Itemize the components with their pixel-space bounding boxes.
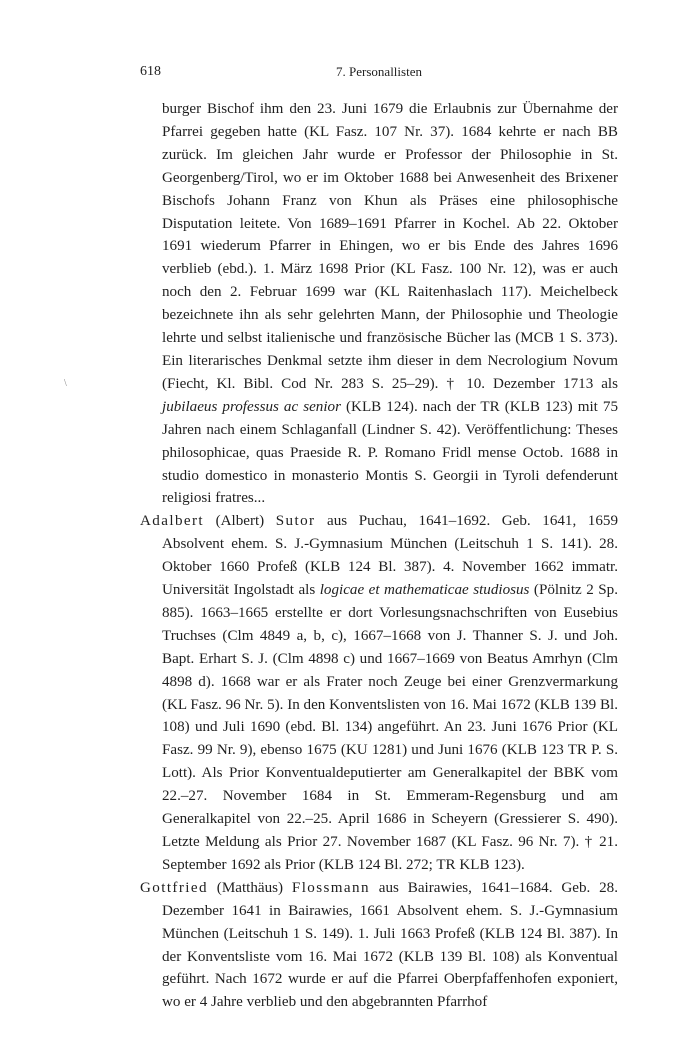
entry-text: (Pölnitz 2 Sp. 885). 1663–1665 erstellte er dort Vorlesungsnachschriften von Eusebius Truchses (Clm 4849 a, b, c), 1667–1668 von J. Thanner S. J. und Joh. Bapt. Erhart S. J. (Clm 4898 c) und 1667–1669 von Beatus Amrhyn (Clm 4898 d). 1668 war er als Frater noch Zeuge bei einer Grenzvermarkung (KL Fasz. 96 Nr. 5). In den Konventslisten von 16. Mai 1672 (KLB 139 Bl. 108) und Juli 1690 (ebd. Bl. 134) angeführt. An 23. Juni 1676 Prior (KL Fasz. 99 Nr. 9), ebenso 1675 (KU 1281) und Juni 1676 (KLB 123 TR P. S. Lott). Als Prior Konventualdeputierter am Generalkapitel der BBK vom 22.–27. November 1684 in St. Emmeram-Regensburg und am Generalkapitel von 22.–25. April 1686 in Scheyern (Gressierer S. 490). Letzte Meldung als Prior 27. November 1687 (KL Fasz. 96 Nr. 7). † 21. September 1692 als Prior (KLB 124 Bl. 272; TR KLB 123). [162, 582, 618, 873]
page-body [140, 98, 618, 1014]
italic-phrase: logicae et mathematicae studiosus [319, 582, 530, 599]
entry-paren: (Albert) [204, 513, 276, 530]
italic-phrase: jubilaeus professus ac senior [162, 398, 341, 415]
entry-name: Adalbert [140, 513, 205, 530]
entry-surname: Flossmann [291, 879, 370, 896]
page-number: 618 [140, 64, 161, 79]
running-title: 7. Personallisten [336, 64, 422, 79]
entry-text: aus Bairawies, 1641–1684. Geb. 28. Dezember 1641 in Bairawies, 1661 Absolvent ehem. S. J.-Gymnasium München (Leitschuh 1 S. 149). 1. Juli 1663 Profeß (KLB 124 Bl. 387). In der Konventsliste vom 16. Mai 1672 (KLB 139 Bl. 108) als Konventual geführt. Nach 1672 wurde er auf die Pfarrei Oberpfaffenhofen exponiert, wo er 4 Jahre verblieb und den abgebrannten Pfarrhof [162, 879, 618, 1011]
entry-surname: Sutor [275, 513, 316, 530]
entry-paren: (Matthäus) [207, 879, 292, 896]
margin-mark: \ [64, 378, 67, 389]
paragraph-continuation [140, 98, 618, 510]
entry-name: Gottfried [140, 879, 208, 896]
entry-sutor [140, 510, 618, 877]
entry-flossmann [140, 877, 618, 1014]
paragraph-text: burger Bischof ihm den 23. Juni 1679 die Erlaubnis zur Übernahme der Pfarrei gegeben hatte (KL Fasz. 107 Nr. 37). 1684 kehrte er nach BB zurück. Im gleichen Jahr wurde er Professor der Philosophie in St. Georgenberg/Tirol, wo er im Oktober 1688 bei Anwesenheit des Brixener Bischofs Johann Franz von Khun als Präses eine philosophische Disputation leitete. Von 1689–1691 Pfarrer in Kochel. Ab 22. Oktober 1691 wiederum Pfarrer in Ehingen, wo er bis Ende des Jahres 1696 verblieb (ebd.). 1. März 1698 Prior (KL Fasz. 100 Nr. 12), was er auch noch den 2. Februar 1699 war (KL Raitenhaslach 117). Meichelbeck bezeichnete ihn als sehr gelehrten Mann, der Philosophie und Theologie lehrte und selbst italienische und französische Bücher las (MCB 1 S. 373). Ein literarisches Denkmal setzte ihm dieser in dem Necrologium Novum (Fiecht, Kl. Bibl. Cod Nr. 283 S. 25–29). † 10. Dezember 1713 als [162, 101, 618, 392]
paragraph-text: (KLB 124). nach der TR (KLB 123) mit 75 Jahren nach einem Schlaganfall (Lindner S. 42). Veröffentlichung: Theses philosophicae, quas Praeside R. P. Romano Fridl mense Octob. 1688 in studio domestico in monasterio Montis S. Georgii in Tyroli defenderunt religiosi fratres... [162, 398, 618, 507]
entry-text: aus Puchau, 1641–1692. Geb. 1641, 1659 Absolvent ehem. S. J.-Gymnasium München (Leitschuh 1 S. 141). 28. Oktober 1660 Profeß (KLB 124 Bl. 387). 4. November 1662 immatr. Universität Ingolstadt als [162, 513, 618, 599]
page-header [140, 64, 618, 84]
